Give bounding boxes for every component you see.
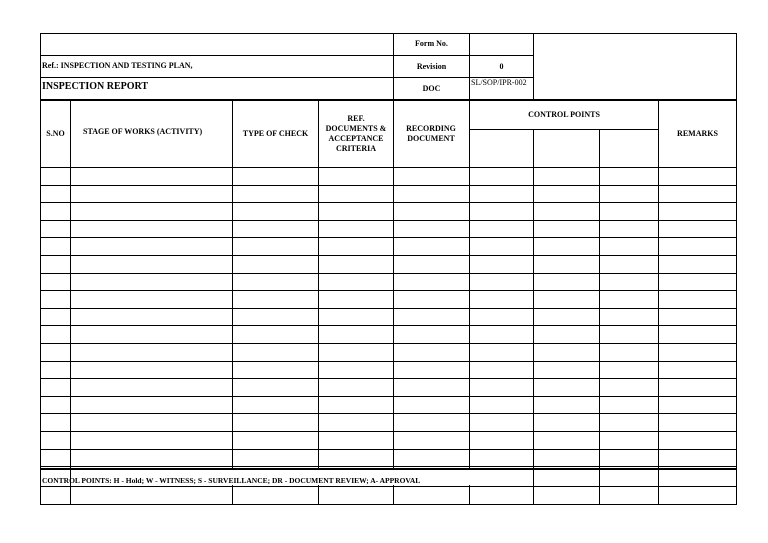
table-row-divider [40,185,737,186]
bottom-border [40,504,737,505]
column-header-ref-documents: REF. DOCUMENTS & ACCEPTANCE CRITERIA [325,114,387,153]
control-points-legend: CONTROL POINTS: H - Hold; W - WITNESS; S - SURVEILLANCE; DR - DOCUMENT REVIEW; A- APPROVAL [42,476,421,485]
grid-line-v [533,33,534,101]
form-no-label: Form No. [415,39,448,48]
grid-line-v [318,100,319,505]
column-header-remarks: REMARKS [677,129,718,138]
table-row-divider [40,343,737,344]
table-row-divider [40,237,737,238]
table-row-divider [40,449,737,450]
table-row-divider [40,202,737,203]
column-header-recording-document: RECORDING DOCUMENT [406,124,456,143]
table-row-divider [40,378,737,379]
table-row-divider [40,413,737,414]
grid-line-v [469,33,470,101]
left-border [40,33,41,505]
grid-line-h [469,129,659,130]
grid-line-h [40,55,534,56]
column-header-type-of-check: TYPE OF CHECK [242,129,309,138]
table-row-divider [40,308,737,309]
table-row-divider [40,273,737,274]
revision-label: Revision [416,62,447,71]
grid-line-h [40,77,534,78]
doc-number[interactable]: SL/SOP/IPR-002 [471,78,527,87]
column-header-sno: S.NO [46,129,65,138]
grid-line-h [40,167,737,168]
column-header-control-points: CONTROL POINTS [528,110,600,119]
table-row-divider [40,466,737,467]
table-row-divider [40,255,737,256]
table-row-divider [40,220,737,221]
grid-line-v [393,33,394,101]
grid-line-v [70,100,71,505]
table-row-divider [40,396,737,397]
report-title: INSPECTION REPORT [42,81,149,92]
header-bottom-border [40,99,737,101]
grid-line-v [393,100,394,505]
doc-label: DOC [422,84,441,93]
column-header-stage: STAGE OF WORKS (ACTIVITY) [83,127,203,136]
table-row-divider [40,325,737,326]
table-row-divider [40,290,737,291]
grid-line-h [40,486,737,487]
table-row-divider [40,361,737,362]
reference-label: Ref.: INSPECTION AND TESTING PLAN, [42,61,193,70]
form-no-value[interactable] [470,34,533,54]
grid-line-v [232,100,233,505]
revision-value[interactable]: 0 [499,62,504,71]
grid-line-v [658,100,659,505]
right-border [736,33,737,505]
grid-line-v [469,100,470,505]
table-row-divider [40,431,737,432]
header-top-border [40,33,737,34]
